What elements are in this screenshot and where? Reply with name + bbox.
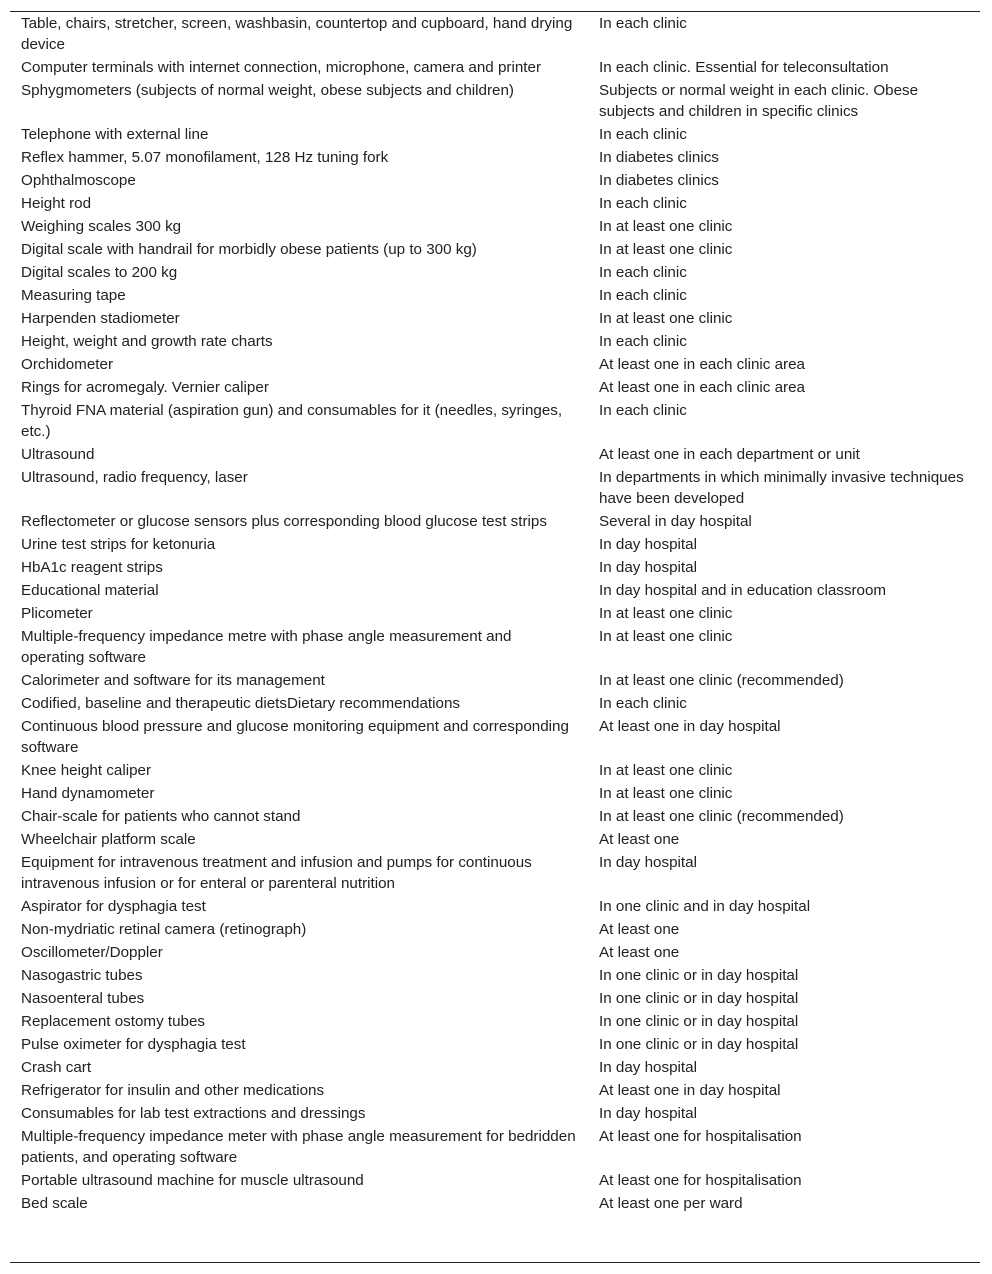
table-row [10,625,980,669]
location-cell: In day hospital [599,1059,697,1076]
equipment-cell: Reflex hammer, 5.07 monofilament, 128 Hz tuning fork [21,149,389,166]
location-cell: At least one [599,921,680,938]
equipment-cell: Weighing scales 300 kg [21,218,182,235]
equipment-cell: Digital scale with handrail for morbidly obese patients (up to 300 kg) [21,241,477,258]
location-cell: At least one [599,944,680,961]
equipment-cell: Portable ultrasound machine for muscle ultrasound [21,1172,364,1189]
location-cell: In each clinic [599,333,687,350]
table-row [10,353,980,376]
table-row [10,1125,980,1169]
table-bottom-rule [10,1262,980,1263]
location-cell: At least one in each department or unit [599,446,860,463]
table-row [10,466,980,510]
table-row [10,1102,980,1125]
equipment-cell: HbA1c reagent strips [21,559,163,576]
equipment-cell: Calorimeter and software for its management [21,672,325,689]
table-row [10,782,980,805]
table-row [10,1056,980,1079]
location-cell: Several in day hospital [599,513,752,530]
location-cell: In at least one clinic [599,241,733,258]
location-cell: In day hospital and in education classroom [599,582,887,599]
location-cell: In each clinic [599,287,687,304]
equipment-cell: Table, chairs, stretcher, screen, washbasin, countertop and cupboard, hand drying device [21,15,573,53]
equipment-cell: Multiple-frequency impedance meter with phase angle measurement for bedridden patients, and operating software [21,1128,576,1166]
location-cell: In each clinic [599,15,687,32]
equipment-cell: Digital scales to 200 kg [21,264,178,281]
equipment-cell: Replacement ostomy tubes [21,1013,206,1030]
location-cell: In one clinic or in day hospital [599,990,799,1007]
table-row [10,669,980,692]
location-cell: In at least one clinic [599,605,733,622]
location-cell: In departments in which minimally invasive techniques have been developed [599,469,964,507]
location-cell: In day hospital [599,854,697,871]
equipment-cell: Chair-scale for patients who cannot stand [21,808,301,825]
equipment-cell: Equipment for intravenous treatment and infusion and pumps for continuous intravenous infusion or for enteral or parenteral nutrition [21,854,532,892]
table-row [10,895,980,918]
table-row [10,692,980,715]
equipment-cell: Bed scale [21,1195,88,1212]
location-cell: Subjects or normal weight in each clinic. Obese subjects and children in specific clinics [599,82,919,120]
equipment-cell: Crash cart [21,1059,92,1076]
equipment-cell: Multiple-frequency impedance metre with phase angle measurement and operating software [21,628,512,666]
equipment-cell: Hand dynamometer [21,785,155,802]
table-row [10,284,980,307]
equipment-cell: Non-mydriatic retinal camera (retinograph) [21,921,307,938]
equipment-cell: Telephone with external line [21,126,209,143]
location-cell: At least one in each clinic area [599,356,805,373]
table-row [10,1079,980,1102]
equipment-cell: Pulse oximeter for dysphagia test [21,1036,246,1053]
equipment-cell: Harpenden stadiometer [21,310,180,327]
equipment-cell: Codified, baseline and therapeutic dietsDietary recommendations [21,695,460,712]
location-cell: In diabetes clinics [599,172,719,189]
equipment-cell: Reflectometer or glucose sensors plus corresponding blood glucose test strips [21,513,547,530]
equipment-cell: Sphygmometers (subjects of normal weight, obese subjects and children) [21,82,514,99]
location-cell: In at least one clinic [599,628,733,645]
table-row [10,805,980,828]
location-cell: In diabetes clinics [599,149,719,166]
table-row [10,987,980,1010]
location-cell: At least one in day hospital [599,718,781,735]
equipment-cell: Thyroid FNA material (aspiration gun) and consumables for it (needles, syringes, etc.) [21,402,563,440]
location-cell: In one clinic and in day hospital [599,898,811,915]
equipment-cell: Computer terminals with internet connection, microphone, camera and printer [21,59,542,76]
location-cell: In each clinic [599,402,687,419]
table-row [10,307,980,330]
equipment-cell: Ultrasound [21,446,95,463]
equipment-cell: Nasogastric tubes [21,967,143,984]
table-row [10,828,980,851]
table-row [10,12,980,56]
equipment-table [10,12,980,1215]
location-cell: In day hospital [599,1105,697,1122]
table-row [10,238,980,261]
equipment-cell: Measuring tape [21,287,126,304]
table-row [10,1010,980,1033]
table-row [10,1192,980,1215]
equipment-cell: Ultrasound, radio frequency, laser [21,469,248,486]
table-row [10,56,980,79]
location-cell: In each clinic [599,195,687,212]
location-cell: At least one in each clinic area [599,379,805,396]
equipment-cell: Ophthalmoscope [21,172,136,189]
table-row [10,918,980,941]
table-row [10,330,980,353]
table-row [10,1033,980,1056]
equipment-table-body [10,12,980,1215]
equipment-cell: Aspirator for dysphagia test [21,898,206,915]
equipment-cell: Continuous blood pressure and glucose monitoring equipment and corresponding software [21,718,569,756]
table-row [10,556,980,579]
table-row [10,399,980,443]
table-row [10,215,980,238]
equipment-cell: Oscillometer/Doppler [21,944,163,961]
location-cell: In each clinic [599,695,687,712]
table-row [10,1169,980,1192]
location-cell: In each clinic [599,126,687,143]
location-cell: In day hospital [599,559,697,576]
equipment-cell: Plicometer [21,605,93,622]
equipment-cell: Height, weight and growth rate charts [21,333,273,350]
location-cell: At least one in day hospital [599,1082,781,1099]
location-cell: In each clinic. Essential for teleconsultation [599,59,889,76]
location-cell: In at least one clinic [599,785,733,802]
location-cell: In one clinic or in day hospital [599,967,799,984]
location-cell: In at least one clinic [599,310,733,327]
equipment-cell: Educational material [21,582,159,599]
table-row [10,79,980,123]
table-row [10,123,980,146]
table-row [10,851,980,895]
equipment-cell: Wheelchair platform scale [21,831,196,848]
table-row [10,443,980,466]
table-row [10,376,980,399]
location-cell: In at least one clinic [599,218,733,235]
location-cell: In at least one clinic (recommended) [599,808,844,825]
location-cell: At least one per ward [599,1195,743,1212]
equipment-cell: Urine test strips for ketonuria [21,536,216,553]
table-row [10,759,980,782]
equipment-cell: Orchidometer [21,356,114,373]
table-row [10,533,980,556]
table-row [10,261,980,284]
location-cell: In day hospital [599,536,697,553]
location-cell: At least one for hospitalisation [599,1172,802,1189]
equipment-cell: Consumables for lab test extractions and dressings [21,1105,366,1122]
location-cell: In at least one clinic (recommended) [599,672,844,689]
table-row [10,579,980,602]
location-cell: At least one [599,831,680,848]
location-cell: In one clinic or in day hospital [599,1036,799,1053]
table-row [10,964,980,987]
location-cell: At least one for hospitalisation [599,1128,802,1145]
equipment-cell: Knee height caliper [21,762,152,779]
table-row [10,146,980,169]
equipment-cell: Refrigerator for insulin and other medications [21,1082,325,1099]
location-cell: In at least one clinic [599,762,733,779]
table-row [10,169,980,192]
table-row [10,602,980,625]
table-row [10,510,980,533]
table-row [10,715,980,759]
table-row [10,192,980,215]
location-cell: In each clinic [599,264,687,281]
equipment-cell: Nasoenteral tubes [21,990,145,1007]
location-cell: In one clinic or in day hospital [599,1013,799,1030]
table-row [10,941,980,964]
equipment-cell: Rings for acromegaly. Vernier caliper [21,379,269,396]
equipment-cell: Height rod [21,195,92,212]
